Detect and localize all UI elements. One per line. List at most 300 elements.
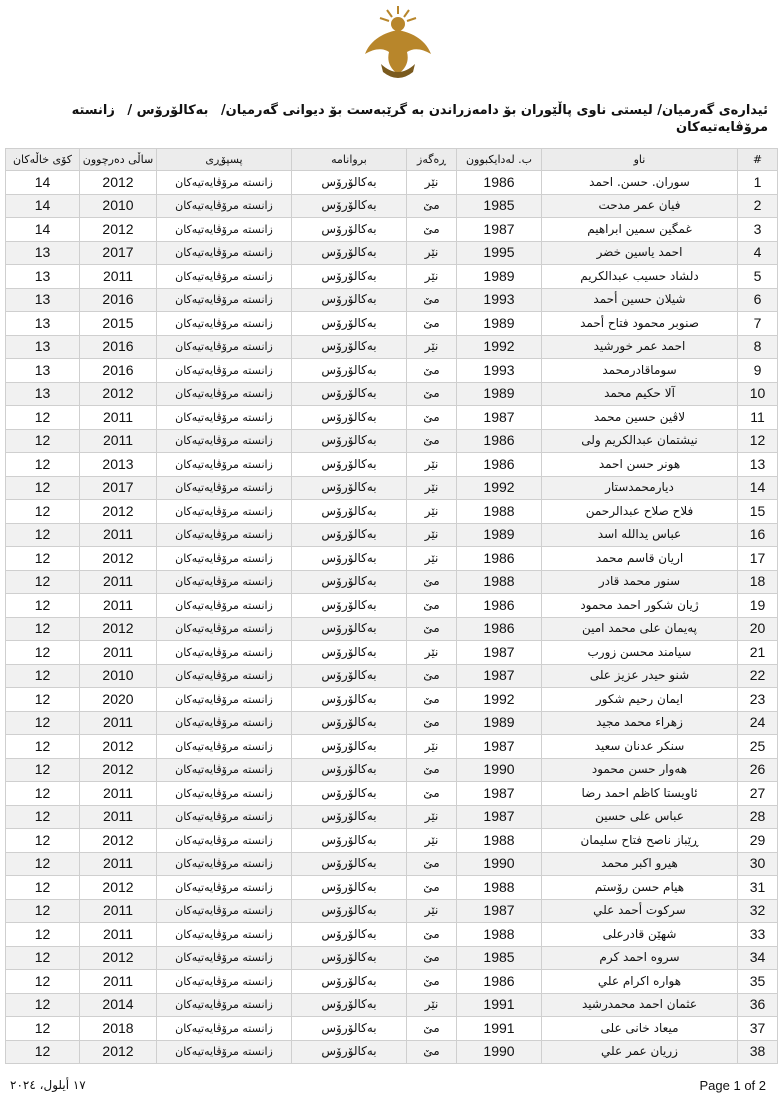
- cell-specialty: زانستە مرۆڤایەتیەکان: [157, 829, 292, 853]
- cell-degree: بەکالۆرۆس: [292, 500, 407, 524]
- cell-specialty: زانستە مرۆڤایەتیەکان: [157, 218, 292, 242]
- cell-degree: بەکالۆرۆس: [292, 617, 407, 641]
- cell-graduation-year: 2011: [80, 711, 157, 735]
- cell-index: 27: [738, 782, 778, 806]
- cell-graduation-year: 2012: [80, 735, 157, 759]
- table-row: [6, 218, 778, 242]
- cell-total-points: 12: [6, 782, 80, 806]
- cell-gender: مێ: [407, 876, 457, 900]
- cell-specialty: زانستە مرۆڤایەتیەکان: [157, 171, 292, 195]
- cell-gender: نێر: [407, 547, 457, 571]
- cell-gender: نێر: [407, 641, 457, 665]
- cell-total-points: 12: [6, 429, 80, 453]
- cell-degree: بەکالۆرۆس: [292, 476, 407, 500]
- cell-gender: مێ: [407, 970, 457, 994]
- cell-index: 25: [738, 735, 778, 759]
- cell-gender: نێر: [407, 993, 457, 1017]
- cell-graduation-year: 2018: [80, 1017, 157, 1041]
- cell-total-points: 14: [6, 194, 80, 218]
- cell-total-points: 13: [6, 335, 80, 359]
- cell-total-points: 12: [6, 735, 80, 759]
- cell-graduation-year: 2015: [80, 312, 157, 336]
- cell-graduation-year: 2016: [80, 288, 157, 312]
- cell-degree: بەکالۆرۆس: [292, 899, 407, 923]
- cell-graduation-year: 2016: [80, 335, 157, 359]
- cell-graduation-year: 2011: [80, 899, 157, 923]
- cell-index: 31: [738, 876, 778, 900]
- cell-degree: بەکالۆرۆس: [292, 335, 407, 359]
- column-header-degree: بروانامە: [292, 149, 407, 171]
- cell-index: 14: [738, 476, 778, 500]
- cell-name: سوماقادرمحمد: [542, 359, 738, 383]
- cell-index: 17: [738, 547, 778, 571]
- cell-specialty: زانستە مرۆڤایەتیەکان: [157, 476, 292, 500]
- cell-birth-year: 1988: [457, 570, 542, 594]
- cell-gender: مێ: [407, 617, 457, 641]
- cell-graduation-year: 2012: [80, 829, 157, 853]
- table-row: [6, 359, 778, 383]
- cell-degree: بەکالۆرۆس: [292, 312, 407, 336]
- cell-birth-year: 1989: [457, 382, 542, 406]
- table-row: [6, 453, 778, 477]
- cell-total-points: 12: [6, 805, 80, 829]
- cell-index: 15: [738, 500, 778, 524]
- cell-degree: بەکالۆرۆس: [292, 711, 407, 735]
- cell-graduation-year: 2017: [80, 241, 157, 265]
- cell-index: 23: [738, 688, 778, 712]
- cell-total-points: 14: [6, 218, 80, 242]
- cell-birth-year: 1989: [457, 523, 542, 547]
- cell-index: 35: [738, 970, 778, 994]
- cell-name: اریان قاسم محمد: [542, 547, 738, 571]
- cell-total-points: 14: [6, 171, 80, 195]
- cell-gender: نێر: [407, 805, 457, 829]
- table-row: [6, 852, 778, 876]
- cell-total-points: 12: [6, 1017, 80, 1041]
- table-row: [6, 570, 778, 594]
- cell-graduation-year: 2011: [80, 923, 157, 947]
- cell-total-points: 12: [6, 453, 80, 477]
- cell-gender: مێ: [407, 218, 457, 242]
- cell-total-points: 12: [6, 476, 80, 500]
- cell-birth-year: 1993: [457, 359, 542, 383]
- cell-total-points: 12: [6, 594, 80, 618]
- cell-total-points: 12: [6, 688, 80, 712]
- cell-name: دیارمحمدستار: [542, 476, 738, 500]
- cell-birth-year: 1987: [457, 735, 542, 759]
- table-row: [6, 429, 778, 453]
- cell-graduation-year: 2011: [80, 265, 157, 289]
- cell-degree: بەکالۆرۆس: [292, 1017, 407, 1041]
- cell-specialty: زانستە مرۆڤایەتیەکان: [157, 664, 292, 688]
- cell-gender: مێ: [407, 288, 457, 312]
- cell-specialty: زانستە مرۆڤایەتیەکان: [157, 335, 292, 359]
- cell-degree: بەکالۆرۆس: [292, 547, 407, 571]
- cell-name: دلشاد حسیب عبدالکریم: [542, 265, 738, 289]
- cell-index: 26: [738, 758, 778, 782]
- cell-birth-year: 1987: [457, 218, 542, 242]
- cell-gender: نێر: [407, 171, 457, 195]
- cell-degree: بەکالۆرۆس: [292, 641, 407, 665]
- cell-birth-year: 1989: [457, 711, 542, 735]
- cell-gender: مێ: [407, 194, 457, 218]
- table-row: [6, 899, 778, 923]
- table-row: [6, 970, 778, 994]
- table-row: [6, 993, 778, 1017]
- column-header-birth-year: ب. لەدایکبوون: [457, 149, 542, 171]
- table-row: [6, 688, 778, 712]
- table-row: [6, 758, 778, 782]
- cell-graduation-year: 2010: [80, 664, 157, 688]
- cell-specialty: زانستە مرۆڤایەتیەکان: [157, 547, 292, 571]
- cell-total-points: 12: [6, 993, 80, 1017]
- table-row: [6, 500, 778, 524]
- cell-birth-year: 1986: [457, 429, 542, 453]
- cell-total-points: 13: [6, 288, 80, 312]
- cell-birth-year: 1986: [457, 453, 542, 477]
- cell-gender: مێ: [407, 382, 457, 406]
- cell-gender: نێر: [407, 829, 457, 853]
- cell-name: هەوار حسن محمود: [542, 758, 738, 782]
- table-row: [6, 335, 778, 359]
- table-row: [6, 782, 778, 806]
- column-header-specialty: پسپۆڕی: [157, 149, 292, 171]
- cell-specialty: زانستە مرۆڤایەتیەکان: [157, 641, 292, 665]
- cell-index: 38: [738, 1040, 778, 1064]
- cell-specialty: زانستە مرۆڤایەتیەکان: [157, 288, 292, 312]
- document-title: [14, 102, 768, 136]
- cell-graduation-year: 2012: [80, 171, 157, 195]
- cell-specialty: زانستە مرۆڤایەتیەکان: [157, 570, 292, 594]
- cell-index: 16: [738, 523, 778, 547]
- cell-specialty: زانستە مرۆڤایەتیەکان: [157, 852, 292, 876]
- cell-specialty: زانستە مرۆڤایەتیەکان: [157, 241, 292, 265]
- cell-name: ایمان رحیم شکور: [542, 688, 738, 712]
- cell-name: غمگین سمین ابراهیم: [542, 218, 738, 242]
- cell-graduation-year: 2020: [80, 688, 157, 712]
- cell-index: 36: [738, 993, 778, 1017]
- cell-index: 5: [738, 265, 778, 289]
- cell-index: 22: [738, 664, 778, 688]
- cell-total-points: 12: [6, 664, 80, 688]
- cell-name: پەیمان علی محمد امین: [542, 617, 738, 641]
- cell-index: 3: [738, 218, 778, 242]
- cell-total-points: 12: [6, 1040, 80, 1064]
- cell-name: عباس یدالله اسد: [542, 523, 738, 547]
- cell-graduation-year: 2012: [80, 617, 157, 641]
- cell-degree: بەکالۆرۆس: [292, 852, 407, 876]
- cell-degree: بەکالۆرۆس: [292, 688, 407, 712]
- cell-total-points: 12: [6, 946, 80, 970]
- cell-specialty: زانستە مرۆڤایەتیەکان: [157, 1040, 292, 1064]
- cell-index: 19: [738, 594, 778, 618]
- cell-gender: مێ: [407, 594, 457, 618]
- cell-index: 18: [738, 570, 778, 594]
- cell-degree: بەکالۆرۆس: [292, 594, 407, 618]
- cell-birth-year: 1989: [457, 312, 542, 336]
- cell-degree: بەکالۆرۆس: [292, 970, 407, 994]
- table-row: [6, 946, 778, 970]
- cell-name: فیان عمر مدحت: [542, 194, 738, 218]
- cell-total-points: 12: [6, 500, 80, 524]
- cell-graduation-year: 2012: [80, 218, 157, 242]
- table-row: [6, 805, 778, 829]
- cell-index: 10: [738, 382, 778, 406]
- cell-graduation-year: 2014: [80, 993, 157, 1017]
- cell-name: سرکوت أحمد علي: [542, 899, 738, 923]
- cell-name: ئاویستا کاظم احمد رضا: [542, 782, 738, 806]
- cell-birth-year: 1986: [457, 547, 542, 571]
- table-row: [6, 265, 778, 289]
- cell-degree: بەکالۆرۆس: [292, 406, 407, 430]
- cell-birth-year: 1988: [457, 876, 542, 900]
- cell-index: 29: [738, 829, 778, 853]
- cell-total-points: 13: [6, 359, 80, 383]
- cell-name: هیرو اکبر محمد: [542, 852, 738, 876]
- cell-specialty: زانستە مرۆڤایەتیەکان: [157, 946, 292, 970]
- table-row: [6, 523, 778, 547]
- cell-graduation-year: 2012: [80, 946, 157, 970]
- cell-total-points: 12: [6, 547, 80, 571]
- cell-total-points: 12: [6, 406, 80, 430]
- cell-specialty: زانستە مرۆڤایەتیەکان: [157, 617, 292, 641]
- cell-birth-year: 1987: [457, 782, 542, 806]
- cell-name: نیشتمان عبدالکریم ولی: [542, 429, 738, 453]
- column-header-name: ناو: [542, 149, 738, 171]
- cell-index: 30: [738, 852, 778, 876]
- cell-total-points: 12: [6, 876, 80, 900]
- cell-name: ڕێباز ناصح فتاح سلیمان: [542, 829, 738, 853]
- cell-index: 9: [738, 359, 778, 383]
- cell-specialty: زانستە مرۆڤایەتیەکان: [157, 688, 292, 712]
- cell-specialty: زانستە مرۆڤایەتیەکان: [157, 265, 292, 289]
- cell-total-points: 12: [6, 852, 80, 876]
- cell-total-points: 12: [6, 899, 80, 923]
- kurdistan-government-emblem: [357, 2, 439, 84]
- cell-total-points: 12: [6, 641, 80, 665]
- cell-graduation-year: 2011: [80, 406, 157, 430]
- cell-graduation-year: 2017: [80, 476, 157, 500]
- cell-degree: بەکالۆرۆس: [292, 429, 407, 453]
- cell-birth-year: 1987: [457, 805, 542, 829]
- cell-name: سنور محمد قادر: [542, 570, 738, 594]
- table-row: [6, 547, 778, 571]
- cell-total-points: 12: [6, 758, 80, 782]
- cell-birth-year: 1991: [457, 993, 542, 1017]
- cell-name: ژیان شکور احمد محمود: [542, 594, 738, 618]
- cell-name: میعاد خانی علی: [542, 1017, 738, 1041]
- cell-specialty: زانستە مرۆڤایەتیەکان: [157, 876, 292, 900]
- page-number: Page 1 of 2: [699, 1078, 766, 1093]
- cell-name: شهێن قادرعلی: [542, 923, 738, 947]
- cell-index: 4: [738, 241, 778, 265]
- table-header-row: [6, 149, 778, 171]
- cell-gender: نێر: [407, 335, 457, 359]
- column-header-graduation-year: ساڵی دەرچوون: [80, 149, 157, 171]
- cell-degree: بەکالۆرۆس: [292, 359, 407, 383]
- cell-index: 2: [738, 194, 778, 218]
- print-date: ١٧ أيلول، ٢٠٢٤: [10, 1078, 86, 1092]
- cell-specialty: زانستە مرۆڤایەتیەکان: [157, 382, 292, 406]
- cell-name: سیامند محسن زورب: [542, 641, 738, 665]
- cell-graduation-year: 2011: [80, 641, 157, 665]
- cell-name: سنکر عدنان سعید: [542, 735, 738, 759]
- cell-graduation-year: 2012: [80, 500, 157, 524]
- table-row: [6, 171, 778, 195]
- cell-index: 8: [738, 335, 778, 359]
- cell-specialty: زانستە مرۆڤایەتیەکان: [157, 594, 292, 618]
- cell-graduation-year: 2013: [80, 453, 157, 477]
- cell-birth-year: 1987: [457, 641, 542, 665]
- cell-gender: نێر: [407, 265, 457, 289]
- cell-name: لاڤین حسین محمد: [542, 406, 738, 430]
- cell-degree: بەکالۆرۆس: [292, 453, 407, 477]
- cell-graduation-year: 2012: [80, 382, 157, 406]
- cell-graduation-year: 2012: [80, 1040, 157, 1064]
- cell-gender: نێر: [407, 241, 457, 265]
- cell-gender: مێ: [407, 406, 457, 430]
- cell-graduation-year: 2011: [80, 805, 157, 829]
- cell-index: 28: [738, 805, 778, 829]
- cell-degree: بەکالۆرۆس: [292, 241, 407, 265]
- cell-name: عباس علی حسین: [542, 805, 738, 829]
- cell-birth-year: 1993: [457, 288, 542, 312]
- cell-index: 33: [738, 923, 778, 947]
- cell-birth-year: 1987: [457, 406, 542, 430]
- cell-degree: بەکالۆرۆس: [292, 171, 407, 195]
- cell-degree: بەکالۆرۆس: [292, 876, 407, 900]
- cell-index: 24: [738, 711, 778, 735]
- cell-total-points: 13: [6, 382, 80, 406]
- cell-name: سروە احمد کرم: [542, 946, 738, 970]
- table-row: [6, 594, 778, 618]
- cell-birth-year: 1985: [457, 946, 542, 970]
- cell-gender: مێ: [407, 782, 457, 806]
- cell-name: فلاح صلاح عبدالرحمن: [542, 500, 738, 524]
- cell-degree: بەکالۆرۆس: [292, 382, 407, 406]
- cell-specialty: زانستە مرۆڤایەتیەکان: [157, 1017, 292, 1041]
- table-row: [6, 476, 778, 500]
- table-row: [6, 617, 778, 641]
- cell-birth-year: 1991: [457, 1017, 542, 1041]
- cell-specialty: زانستە مرۆڤایەتیەکان: [157, 993, 292, 1017]
- cell-name: احمد عمر خورشید: [542, 335, 738, 359]
- column-header-index: #: [738, 149, 778, 171]
- cell-gender: نێر: [407, 500, 457, 524]
- cell-graduation-year: 2010: [80, 194, 157, 218]
- cell-total-points: 13: [6, 312, 80, 336]
- cell-graduation-year: 2012: [80, 547, 157, 571]
- cell-gender: مێ: [407, 852, 457, 876]
- cell-degree: بەکالۆرۆس: [292, 923, 407, 947]
- cell-index: 13: [738, 453, 778, 477]
- table-row: [6, 641, 778, 665]
- cell-total-points: 12: [6, 711, 80, 735]
- cell-specialty: زانستە مرۆڤایەتیەکان: [157, 453, 292, 477]
- cell-gender: مێ: [407, 1040, 457, 1064]
- cell-specialty: زانستە مرۆڤایەتیەکان: [157, 359, 292, 383]
- cell-graduation-year: 2011: [80, 970, 157, 994]
- cell-index: 11: [738, 406, 778, 430]
- cell-graduation-year: 2011: [80, 594, 157, 618]
- table-row: [6, 194, 778, 218]
- cell-graduation-year: 2016: [80, 359, 157, 383]
- column-header-total-points: کۆی خاڵەکان: [6, 149, 80, 171]
- candidates-table: [5, 148, 778, 1064]
- cell-specialty: زانستە مرۆڤایەتیەکان: [157, 899, 292, 923]
- cell-gender: مێ: [407, 711, 457, 735]
- cell-gender: مێ: [407, 359, 457, 383]
- cell-gender: مێ: [407, 1017, 457, 1041]
- cell-degree: بەکالۆرۆس: [292, 782, 407, 806]
- cell-gender: نێر: [407, 899, 457, 923]
- title-department: ئیدارەی گەرمیان/ لیستی ناوی پاڵێوران بۆ دامەزراندن بە گرێبەست بۆ دیوانی گەرمیان/: [220, 103, 768, 118]
- table-row: [6, 735, 778, 759]
- cell-birth-year: 1990: [457, 1040, 542, 1064]
- cell-birth-year: 1988: [457, 923, 542, 947]
- cell-index: 1: [738, 171, 778, 195]
- table-row: [6, 1040, 778, 1064]
- cell-degree: بەکالۆرۆس: [292, 735, 407, 759]
- table-row: [6, 241, 778, 265]
- cell-name: سوران. حسن. احمد: [542, 171, 738, 195]
- cell-birth-year: 1986: [457, 171, 542, 195]
- cell-degree: بەکالۆرۆس: [292, 946, 407, 970]
- cell-graduation-year: 2011: [80, 570, 157, 594]
- cell-degree: بەکالۆرۆس: [292, 194, 407, 218]
- cell-graduation-year: 2011: [80, 429, 157, 453]
- cell-birth-year: 1992: [457, 688, 542, 712]
- cell-gender: مێ: [407, 946, 457, 970]
- cell-name: شیلان حسین أحمد: [542, 288, 738, 312]
- cell-degree: بەکالۆرۆس: [292, 523, 407, 547]
- cell-gender: نێر: [407, 453, 457, 477]
- cell-graduation-year: 2011: [80, 782, 157, 806]
- title-specialty: زانستە مرۆڤایەتیەکان: [71, 103, 768, 135]
- cell-specialty: زانستە مرۆڤایەتیەکان: [157, 711, 292, 735]
- cell-birth-year: 1985: [457, 194, 542, 218]
- cell-birth-year: 1986: [457, 594, 542, 618]
- cell-gender: نێر: [407, 523, 457, 547]
- cell-index: 34: [738, 946, 778, 970]
- cell-degree: بەکالۆرۆس: [292, 993, 407, 1017]
- cell-specialty: زانستە مرۆڤایەتیەکان: [157, 923, 292, 947]
- cell-name: هونر حسن احمد: [542, 453, 738, 477]
- cell-degree: بەکالۆرۆس: [292, 570, 407, 594]
- table-row: [6, 1017, 778, 1041]
- cell-degree: بەکالۆرۆس: [292, 265, 407, 289]
- cell-birth-year: 1990: [457, 852, 542, 876]
- title-degree: بەکالۆرۆس /: [127, 103, 209, 118]
- cell-specialty: زانستە مرۆڤایەتیەکان: [157, 194, 292, 218]
- table-row: [6, 711, 778, 735]
- cell-name: شنو حیدر عزیز علی: [542, 664, 738, 688]
- table-row: [6, 923, 778, 947]
- cell-index: 7: [738, 312, 778, 336]
- cell-graduation-year: 2011: [80, 852, 157, 876]
- cell-name: زریان عمر علي: [542, 1040, 738, 1064]
- cell-graduation-year: 2012: [80, 876, 157, 900]
- cell-birth-year: 1987: [457, 899, 542, 923]
- cell-total-points: 12: [6, 970, 80, 994]
- cell-name: عثمان احمد محمدرشید: [542, 993, 738, 1017]
- table-row: [6, 288, 778, 312]
- cell-total-points: 12: [6, 523, 80, 547]
- cell-birth-year: 1992: [457, 335, 542, 359]
- cell-degree: بەکالۆرۆس: [292, 805, 407, 829]
- column-header-gender: ڕەگەز: [407, 149, 457, 171]
- cell-specialty: زانستە مرۆڤایەتیەکان: [157, 805, 292, 829]
